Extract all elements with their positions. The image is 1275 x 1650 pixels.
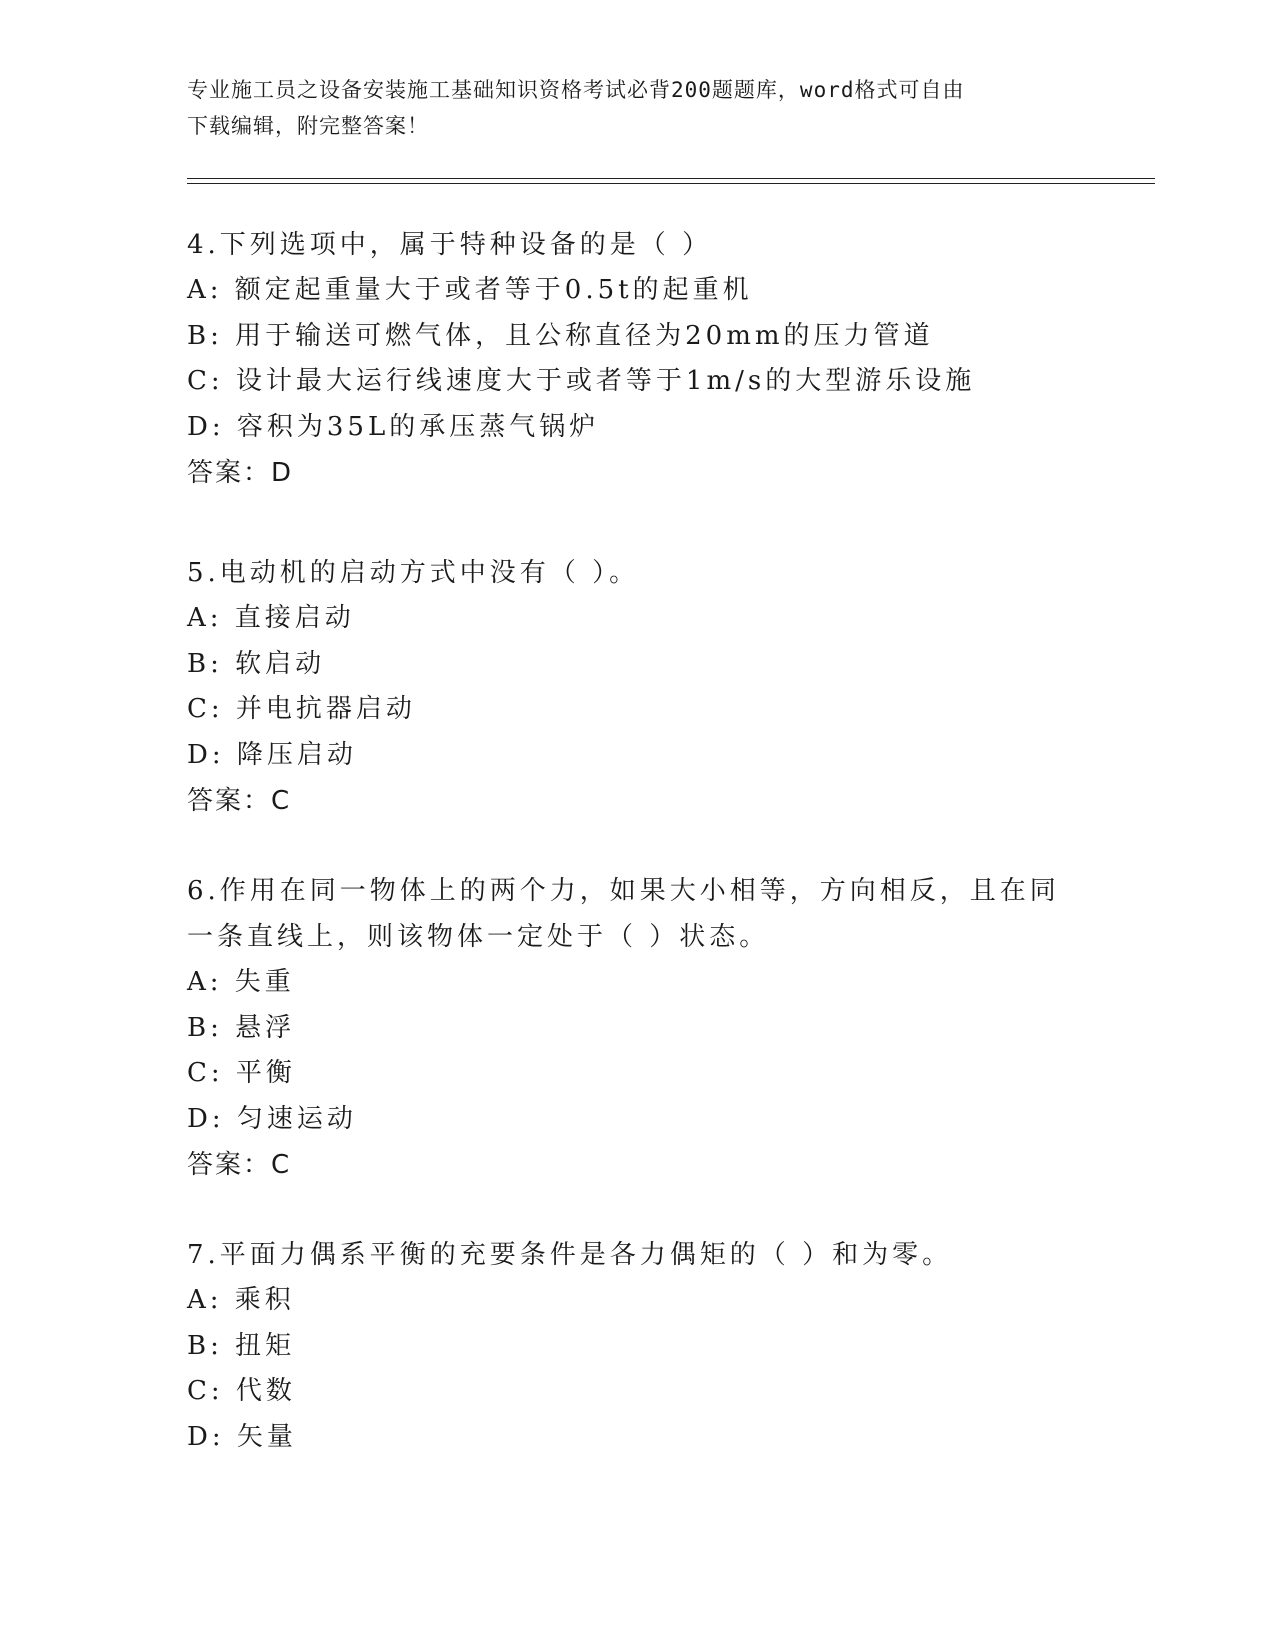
question-7 <box>187 1232 1067 1460</box>
question-stem: 5.电动机的启动方式中没有（ ）。 <box>187 558 640 588</box>
option-a: A: 直接启动 <box>187 603 355 633</box>
option-d: D: 匀速运动 <box>187 1103 357 1134</box>
option-b: B: 悬浮 <box>187 1012 296 1043</box>
option-c: C: 平衡 <box>187 1058 296 1088</box>
answer: 答案：C <box>187 786 292 816</box>
question-stem: 4.下列选项中，属于特种设备的是（ ） <box>187 230 713 260</box>
option-d: D: 降压启动 <box>187 739 357 770</box>
question-5 <box>187 550 1067 824</box>
option-b: B: 软启动 <box>187 648 326 679</box>
question-stem: 6.作用在同一物体上的两个力，如果大小相等，方向相反，且在同一条直线上，则该物体一定处于（ ）状态。 <box>187 876 1060 952</box>
option-b: B: 扭矩 <box>187 1330 296 1361</box>
option-a: A: 额定起重量大于或者等于0.5t的起重机 <box>187 275 753 305</box>
option-c: C: 并电抗器启动 <box>187 694 416 724</box>
option-a: A: 乘积 <box>187 1285 295 1315</box>
question-6 <box>187 868 1067 1188</box>
option-b: B: 用于输送可燃气体，且公称直径为20mm的压力管道 <box>187 320 934 351</box>
option-a: A: 失重 <box>187 967 295 997</box>
option-c: C: 代数 <box>187 1376 296 1406</box>
header-line-1: 专业施工员之设备安装施工基础知识资格考试必背200题题库，word格式可自由 <box>187 78 965 102</box>
header-divider-bottom <box>187 183 1155 184</box>
answer: 答案：D <box>187 458 294 488</box>
header-divider-top <box>187 178 1155 179</box>
option-d: D: 容积为35L的承压蒸气锅炉 <box>187 411 600 442</box>
answer: 答案：C <box>187 1150 292 1180</box>
header-line-2: 下载编辑，附完整答案！ <box>187 114 429 138</box>
option-d: D: 矢量 <box>187 1421 297 1452</box>
question-4 <box>187 222 1067 496</box>
option-c: C: 设计最大运行线速度大于或者等于1m/s的大型游乐设施 <box>187 366 976 396</box>
question-stem: 7.平面力偶系平衡的充要条件是各力偶矩的（ ）和为零。 <box>187 1240 953 1270</box>
document-header <box>187 72 1067 144</box>
